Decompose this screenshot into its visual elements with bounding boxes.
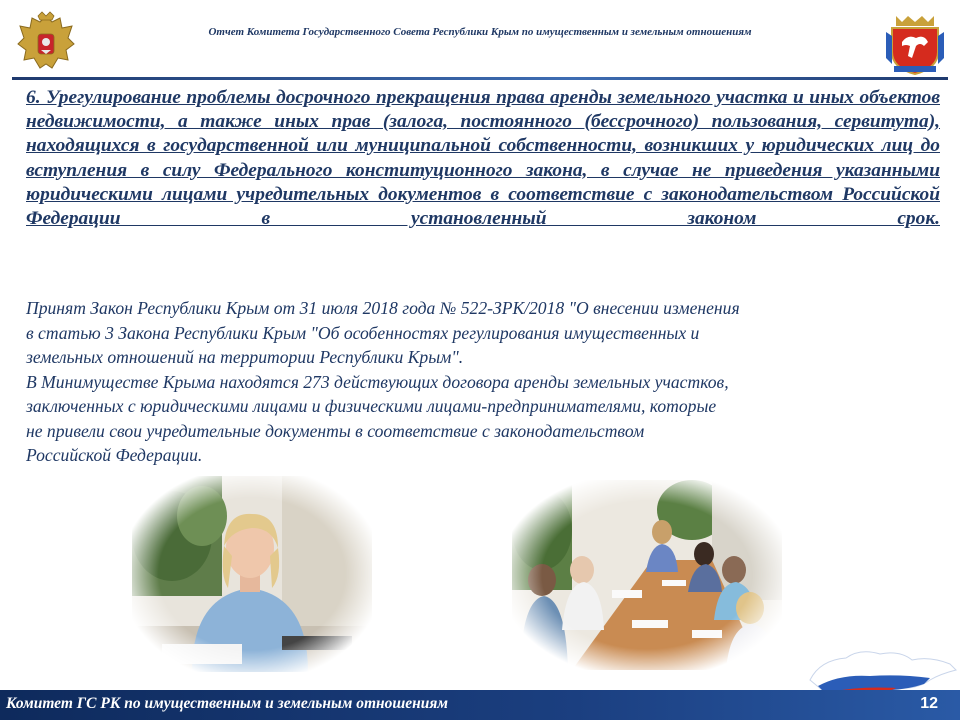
- section-heading: 6. Урегулирование проблемы досрочного прекращения права аренды земельного участка и иных объектов недвижимости, а также иных прав (залога, постоянного (бессрочного) пользования, сервитута), находящихся в государственной или муниципальной собственности, возникших у юридических лиц до вступления в силу Федерального конституционного закона, в случае не приведения указанными юридическими лицами учредительных документов в соответствие с законодательством Российской Федерации в установленный законом срок.: [26, 87, 940, 230]
- page-number: 12: [920, 695, 938, 712]
- photo-official-at-desk: [132, 476, 372, 672]
- slide-footer: [0, 690, 960, 720]
- body-line: Российской Федерации.: [26, 445, 203, 465]
- body-line: не привели свои учредительные документы в соответствие с законодательством: [26, 420, 645, 441]
- slide-header: [0, 0, 960, 80]
- body-line: Принят Закон Республики Крым от 31 июля 2018 года № 522-ЗРК/2018 "О внесении изменения: [26, 298, 740, 318]
- photo-meeting: [512, 480, 782, 670]
- russia-coat-of-arms-icon: [16, 10, 76, 74]
- header-title: Отчет Комитета Государственного Совета Республики Крым по имущественным и земельным отношениям: [208, 26, 752, 38]
- body-line: В Минимуществе Крыма находятся 273 действующих договора аренды земельных участков,: [26, 371, 729, 392]
- body-line: земельных отношений на территории Республики Крым".: [26, 347, 464, 367]
- body-text: [26, 296, 926, 468]
- footer-text: Комитет ГС РК по имущественным и земельным отношениям: [6, 695, 448, 712]
- crimea-coat-of-arms-icon: [884, 12, 946, 76]
- body-line: в статью 3 Закона Республики Крым "Об особенностях регулирования имущественных и: [26, 322, 700, 343]
- header-divider: [12, 77, 948, 80]
- body-line: заключенных с юридическими лицами и физическими лицами-предпринимателями, которые: [26, 396, 717, 416]
